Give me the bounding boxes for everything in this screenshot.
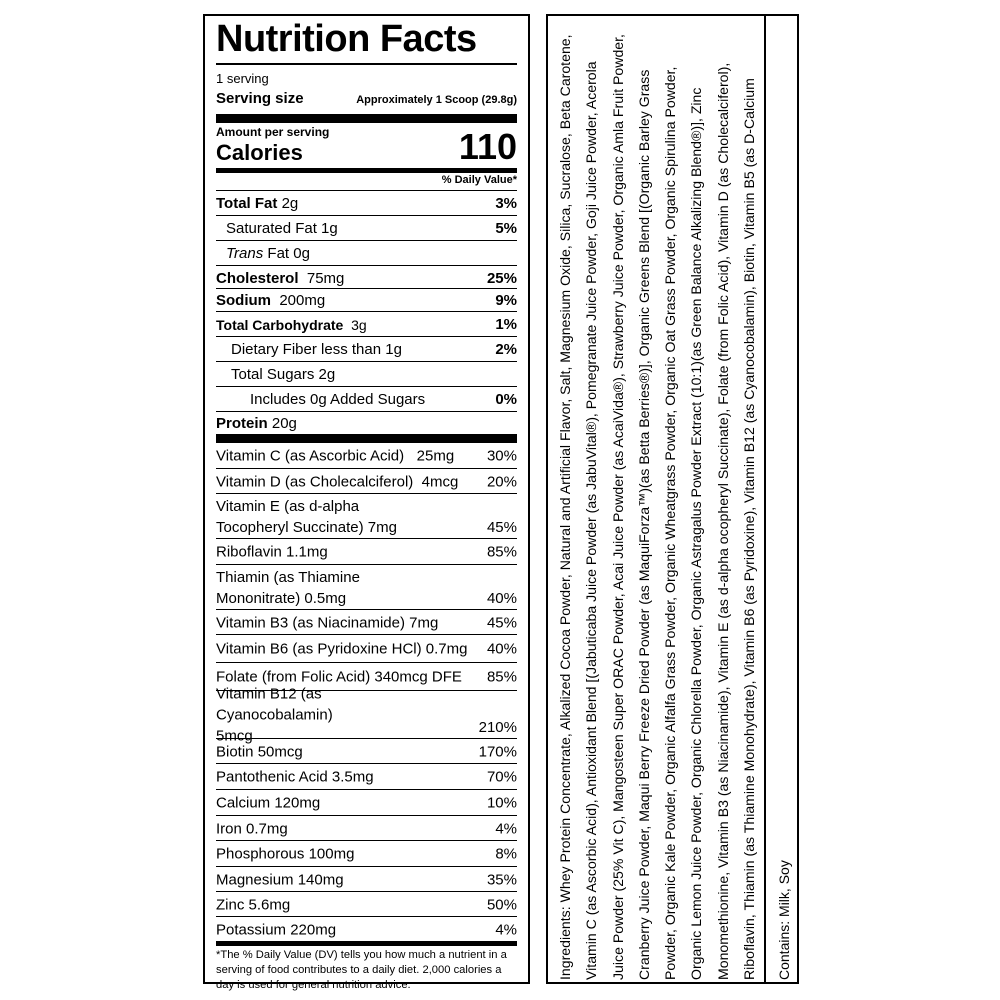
vitamin-row (216, 763, 517, 790)
vitamin-amount: 4mcg (421, 473, 459, 490)
vitamin-percent: 35% (486, 871, 517, 888)
vitamin-percent: 85% (486, 543, 517, 561)
vitamin-label: Riboflavin 1.1mg (216, 543, 328, 561)
vitamin-row (216, 789, 517, 816)
nutrition-facts-title: Nutrition Facts (216, 18, 477, 60)
nutrient-percent: 5% (495, 220, 517, 237)
vitamin-label: Vitamin E (as d-alpha Tocopheryl Succinate) 7mg (216, 497, 397, 536)
nutrient-amount: 75mg (306, 270, 345, 287)
nutrient-name: Includes 0g Added Sugars (250, 391, 426, 408)
vitamin-row (216, 738, 517, 764)
serving-size-label: Serving size (216, 90, 304, 107)
vitamin-label: Folate (from Folic Acid) 340mcg DFE (216, 668, 462, 686)
nutrient-percent: 0% (495, 391, 517, 408)
vitamin-label: Iron 0.7mg (216, 820, 288, 837)
nutrient-name: Protein (216, 414, 268, 432)
vitamin-percent: 8% (495, 845, 517, 863)
nutrient-percent: 2% (495, 341, 517, 358)
vitamin-row (216, 685, 517, 745)
ingredients-panel (546, 14, 766, 984)
nutrient-name: Sodium (216, 292, 271, 309)
vitamin-label: Vitamin C (as Ascorbic Acid) (216, 447, 405, 464)
vitamin-percent: 20% (486, 473, 517, 490)
vitamin-label: Vitamin B6 (as Pyridoxine HCl) 0.7mg (216, 640, 468, 658)
vitamin-percent: 45% (486, 519, 517, 536)
nutrient-percent: 25% (486, 270, 517, 287)
nutrient-row-total-carbohydrate (216, 311, 517, 337)
calories-label: Calories (216, 140, 303, 165)
nutrient-row-added-sugars (216, 386, 517, 412)
vitamin-label: Zinc 5.6mg (216, 896, 291, 913)
nutrient-row-sodium (216, 288, 517, 312)
nutrient-name: Fat 0g (263, 245, 310, 262)
vitamin-row (216, 916, 517, 942)
nutrient-row-saturated-fat (216, 215, 517, 241)
nutrient-name: Total Sugars 2g (231, 366, 336, 383)
medium-divider (216, 168, 517, 173)
vitamin-percent: 85% (486, 668, 517, 686)
vitamin-label: Magnesium 140mg (216, 871, 344, 888)
vitamin-row (216, 609, 517, 635)
nutrient-percent: 3% (495, 195, 517, 212)
vitamin-percent: 70% (486, 768, 517, 786)
nutrient-name: Dietary Fiber less than 1g (231, 341, 402, 358)
serving-size-value: Approximately 1 Scoop (29.8g) (356, 94, 517, 106)
vitamin-percent: 30% (486, 447, 517, 464)
nutrient-row-protein (216, 411, 517, 434)
divider (216, 63, 517, 65)
vitamin-percent: 4% (495, 921, 517, 938)
nutrient-name: Saturated Fat 1g (226, 220, 338, 237)
vitamin-label: Thiamin (as Thiamine Mononitrate) 0.5mg (216, 568, 360, 607)
vitamin-percent: 10% (486, 794, 517, 812)
vitamin-percent: 170% (478, 743, 517, 760)
daily-value-header: % Daily Value* (441, 174, 517, 186)
vitamin-label: Phosphorous 100mg (216, 845, 355, 863)
vitamin-percent: 210% (478, 719, 517, 736)
vitamin-label: Vitamin D (as Cholecalciferol) (216, 473, 414, 490)
vitamin-row (216, 468, 517, 494)
vitamin-percent: 45% (486, 614, 517, 631)
vitamin-row (216, 538, 517, 565)
thick-divider (216, 114, 517, 123)
nutrient-amount: 20g (271, 414, 297, 432)
nutrient-percent: 9% (495, 292, 517, 309)
vitamin-label: Biotin 50mcg (216, 743, 303, 760)
nutrient-row-trans-fat (216, 240, 517, 266)
trans-italic: Trans (226, 245, 264, 262)
vitamin-percent: 40% (486, 640, 517, 658)
thick-divider (216, 434, 517, 443)
nutrient-amount: 3g (351, 316, 367, 333)
vitamin-row (216, 891, 517, 917)
vitamin-label: Vitamin B12 (as Cyanocobalamin) 5mcg (216, 685, 333, 745)
vitamin-percent: 4% (495, 820, 517, 837)
vitamin-label: Pantothenic Acid 3.5mg (216, 768, 374, 786)
nutrient-name: Cholesterol (216, 270, 299, 287)
nutrient-row-total-fat (216, 190, 517, 216)
nutrition-facts-panel (203, 14, 530, 991)
servings-per-container: 1 serving (216, 71, 269, 86)
nutrient-amount: 200mg (279, 292, 326, 309)
vitamin-row (216, 443, 517, 468)
vitamin-row (216, 493, 517, 539)
nutrient-row-total-sugars (216, 361, 517, 387)
vitamin-row (216, 564, 517, 610)
vitamin-label: Calcium 120mg (216, 794, 321, 812)
vitamin-percent: 40% (486, 590, 517, 607)
calories-value: 110 (458, 126, 517, 167)
medium-divider (216, 941, 517, 946)
vitamin-percent: 50% (486, 896, 517, 913)
vitamin-row (216, 840, 517, 867)
vitamin-row (216, 815, 517, 841)
vitamin-row (216, 866, 517, 892)
nutrient-amount: 2g (281, 195, 299, 212)
allergen-panel (764, 14, 799, 984)
vitamin-label: Potassium 220mg (216, 921, 337, 938)
vitamin-row (216, 634, 517, 663)
vitamin-amount: 25mg (416, 447, 455, 464)
nutrient-row-dietary-fiber (216, 336, 517, 362)
vitamin-label: Vitamin B3 (as Niacinamide) 7mg (216, 614, 439, 631)
nutrient-name: Total Fat (216, 195, 278, 212)
ingredients-text: Ingredients: Whey Protein Concentrate, Alkalized Cocoa Powder, Natural and Artificial Flavor, Salt, Magnesium Oxide, Silica, Sucralose, Beta Carotene, Vitamin C (as Ascorbic Acid), Antioxidant Blend [(Jabuticaba Juice Powder (as JabuVital®), Pomegranate Juice Powder, Goji Juice Powder, Acerola Juice Powder (25% Vit C), Mangosteen Super ORAC Powder, Acai Juice Powder (as AcaiVida®), Strawberry Juice Powder, Organic Amla Fruit Powder, Cranberry Juice Powder, Maqui Berry Freeze Dried Powder (as MaquiForza™)(as Betta Berries®)], Organic Greens Blend [(Organic Barley Grass Powder, Organic Kale Powder, Organic Alfalfa Grass Powder, Organic Wheatgrass Powder, Organic Oat Grass Powder, Organic Spirulina Powder, Organic Lemon Juice Powder, Organic Chlorella Powder, Organic Astragalus Powder Extract (10:1)(as Green Balance Alkalizing Blend®)], Zinc Monomethionine, Vitamin B3 (as Niacinamide), Vitamin E (as d-alpha ocopheryl Succinate), Folate (from Folic Acid), Vitamin D (as Cholecalciferol), Riboflavin, Thiamin (as Thiamine Monohydrate), Vitamin B6 (as Pyridoxine), Vitamin B12 (as Cyanocobalamin), Biotin, Vitamin B5 (as D-Calcium (557, 34, 758, 980)
nutrient-percent: 1% (495, 316, 517, 333)
allergen-text: Contains: Milk, Soy (776, 860, 792, 980)
daily-value-footnote: *The % Daily Value (DV) tells you how much a nutrient in a serving of food contributes to a daily diet. 2,000 calories a day is used for general nutrition advice. (216, 949, 507, 991)
amount-per-serving: Amount per serving (216, 125, 330, 139)
nutrient-name: Total Carbohydrate (216, 316, 344, 333)
